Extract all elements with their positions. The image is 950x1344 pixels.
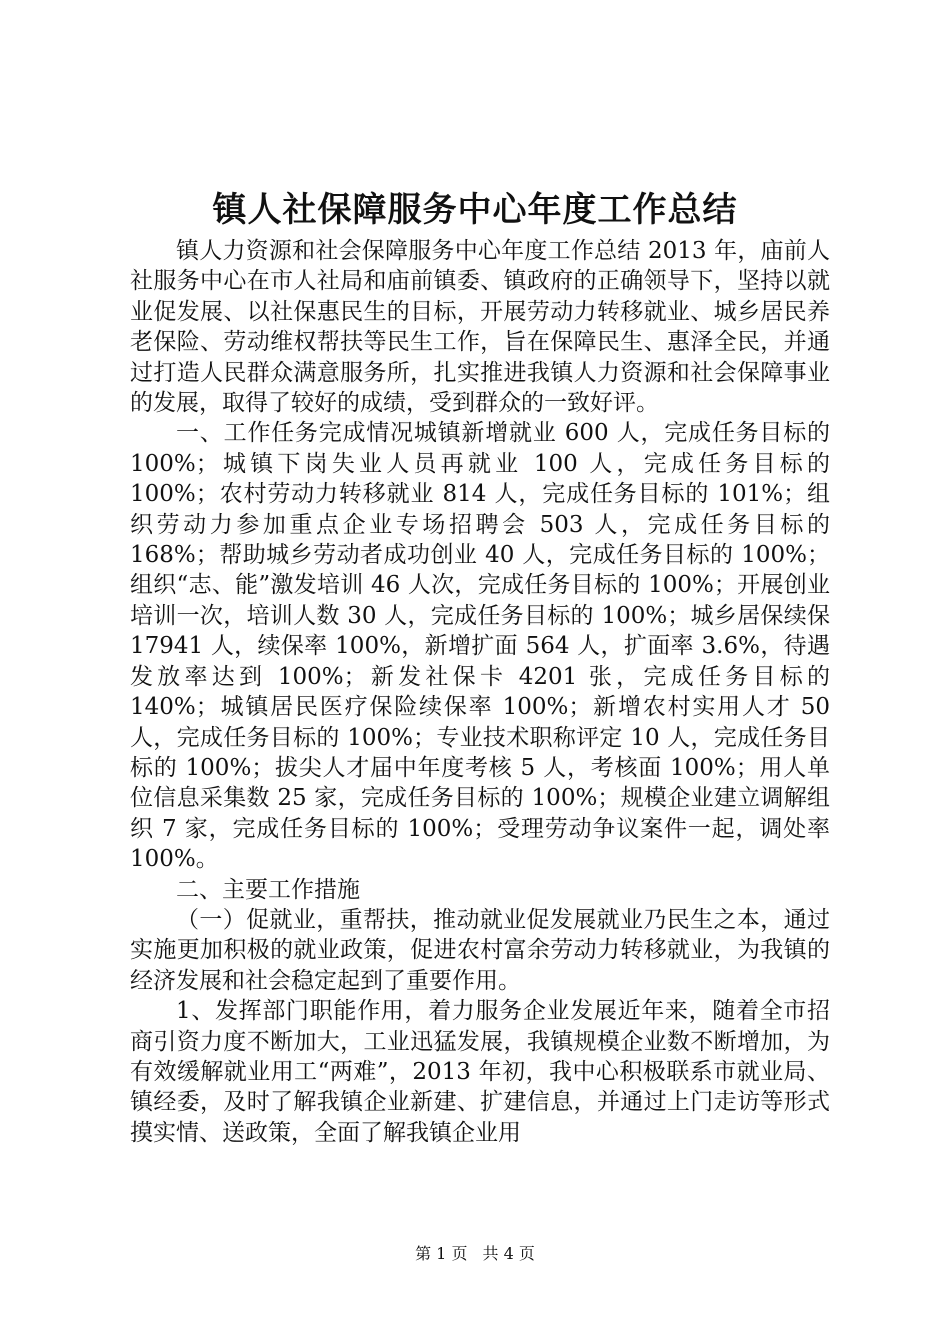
paragraph-employment: （一）促就业，重帮扶，推动就业促发展就业乃民生之本，通过实施更加积极的就业政策，促进农村富余劳动力转移就业，为我镇的经济发展和社会稳定起到了重要作用。 — [130, 906, 830, 994]
page-number: 第 1 页 — [415, 1244, 468, 1263]
paragraph-task-completion: 一、工作任务完成情况城镇新增就业 600 人，完成任务目标的 100%；城镇下岗失业人员再就业 100 人，完成任务目标的 100%；农村劳动力转移就业 814 人，完成任务目标的 101%；组织劳动力参加重点企业专场招聘会 503 人，完成任务目标的 168%；帮助城乡劳动者成功创业 40 人，完成任务目标的 100%；组织“志、能”激发培训 46 人次，完成任务目标的 100%；开展创业培训一次，培训人数 30 人，完成任务目标的 100%；城乡居保续保 17941 人，续保率 100%，新增扩面 564 人，扩面率 3.6%，待遇发放率达到 100%；新发社保卡 4201 张，完成任务目标的 140%；城镇居民医疗保险续保率 100%；新增农村实用人才 50 人，完成任务目标的 100%；专业技术职称评定 10 人，完成任务目标的 100%；拔尖人才届中年度考核 5 人，考核面 100%；用人单位信息采集数 25 家，完成任务目标的 100%；规模企业建立调解组织 7 家，完成任务目标的 100%；受理劳动争议案件一起，调处率 100%。 — [130, 420, 830, 873]
page-footer — [0, 1243, 950, 1265]
document-title: 镇人社保障服务中心年度工作总结 — [212, 190, 738, 230]
paragraph-enterprise-service: 1、发挥部门职能作用，着力服务企业发展近年来，随着全市招商引资力度不断加大，工业迅猛发展，我镇规模企业数不断增加，为有效缓解就业用工“两难”，2013 年初，我中心积极联系市就业局、镇经委，及时了解我镇企业新建、扩建信息，并通过上门走访等形式摸实情、送政策，全面了解我镇企业用 — [130, 998, 830, 1146]
page-total: 共 4 页 — [482, 1244, 535, 1263]
document-body — [130, 236, 830, 1148]
paragraph-intro: 镇人力资源和社会保障服务中心年度工作总结 2013 年，庙前人社服务中心在市人社局和庙前镇委、镇政府的正确领导下，坚持以就业促发展、以社保惠民生的目标，开展劳动力转移就业、城乡居民养老保险、劳动维权帮扶等民生工作，旨在保障民生、惠泽全民，并通过打造人民群众满意服务所，扎实推进我镇人力资源和社会保障事业的发展，取得了较好的成绩，受到群众的一致好评。 — [130, 238, 830, 417]
section-heading-measures: 二、主要工作措施 — [176, 876, 360, 903]
